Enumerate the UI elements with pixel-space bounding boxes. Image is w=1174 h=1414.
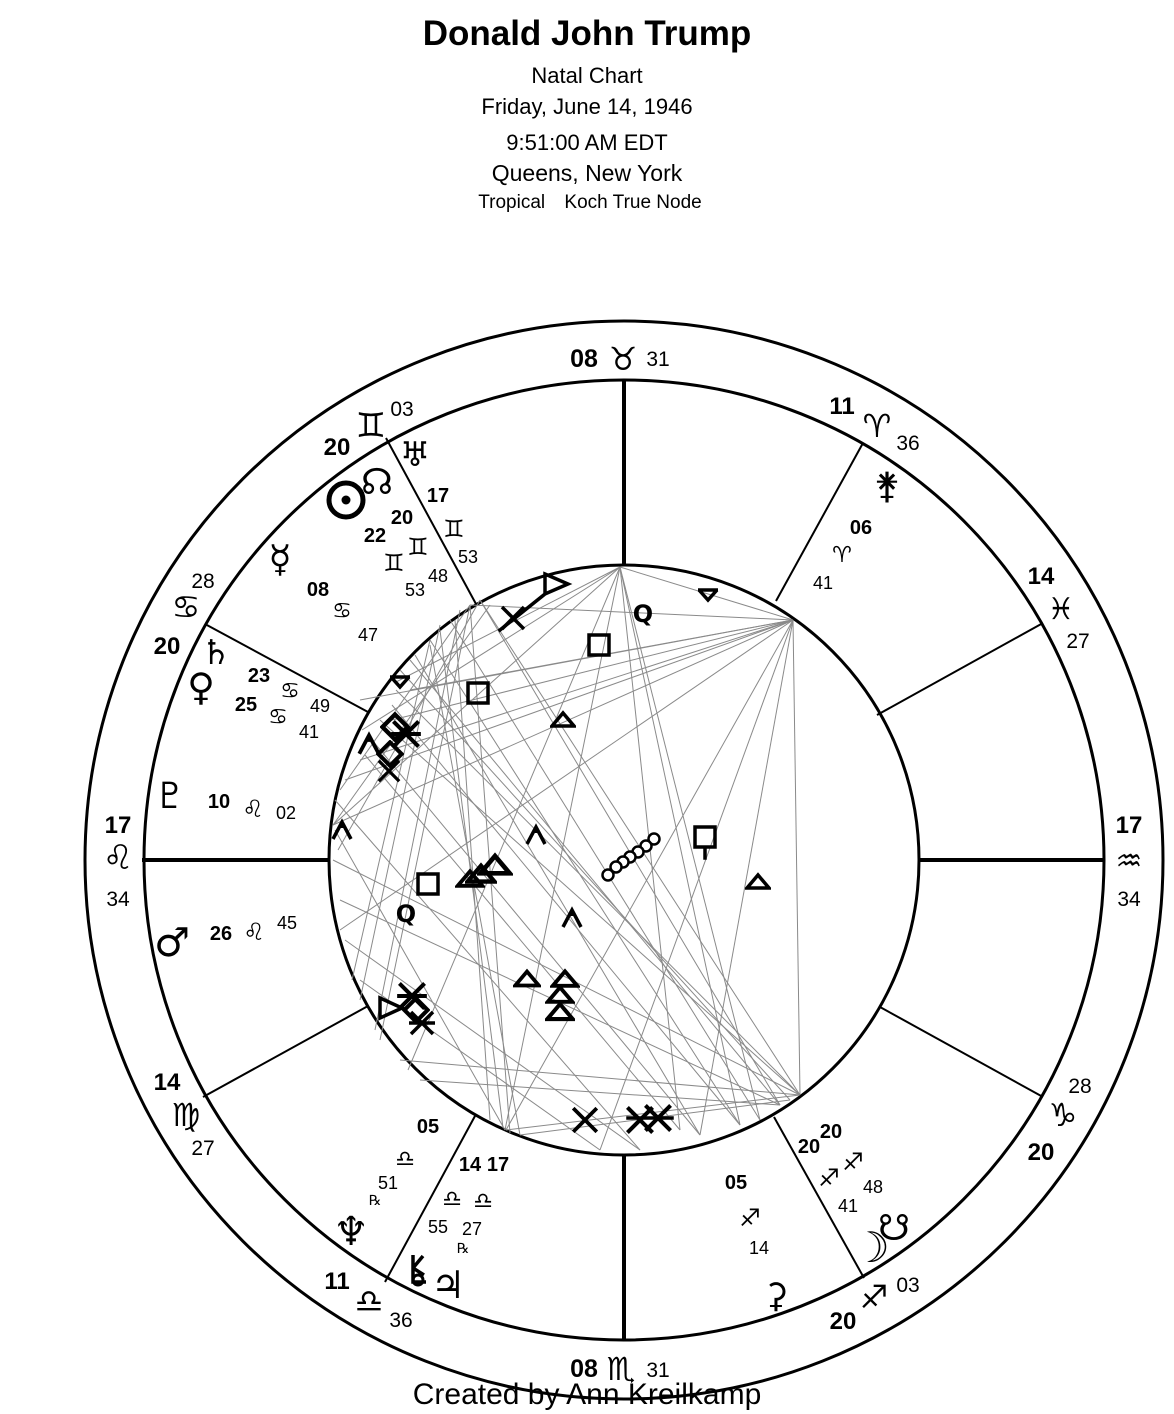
cancer-icon: ♋ <box>280 679 300 704</box>
chiron-icon-ring <box>413 1275 423 1285</box>
planet-neptune <box>333 1116 439 1255</box>
planet-degree: 05 <box>416 1116 440 1138</box>
moon-icon: ☽ <box>852 1223 890 1272</box>
planet-degree: 20 <box>390 507 414 529</box>
leo-icon: ♌ <box>242 795 264 823</box>
planet-degree: 23 <box>247 665 271 687</box>
trine-glyph <box>548 987 572 1001</box>
cusp-degree: 17 <box>1115 812 1143 839</box>
sagittarius-icon: ♐ <box>739 1204 761 1232</box>
trine-glyph <box>747 875 769 888</box>
venus-icon: ♀ <box>187 665 215 709</box>
gemini-icon: ♊ <box>355 406 387 446</box>
jupiter-icon: ♃ <box>430 1263 466 1307</box>
trine-glyph <box>515 972 539 986</box>
cusp-label-5 <box>830 1274 920 1335</box>
planet-degree: 17 <box>426 485 450 507</box>
south-node-icon: ☋ <box>878 1208 910 1249</box>
cusp-minute: 36 <box>896 432 920 455</box>
cusp-degree: 11 <box>324 1268 350 1295</box>
aries-icon: ♈ <box>832 543 852 568</box>
cusp-degree: 11 <box>829 393 855 420</box>
gemini-icon: ♊ <box>383 549 405 577</box>
cusp-minute: 27 <box>191 1137 215 1160</box>
cusp-degree: 08 <box>570 1355 598 1383</box>
cusp-minute: 28 <box>191 570 215 593</box>
cusp-label-mc <box>570 340 670 378</box>
planet-degree: 08 <box>306 579 330 601</box>
aspect-lines <box>333 567 800 1150</box>
cusp-label-asc <box>103 812 133 911</box>
planet-minute: 45 <box>276 913 298 933</box>
planet-minute: 41 <box>837 1196 859 1216</box>
chart-title: Donald John Trump <box>422 14 752 53</box>
libra-icon: ♎ <box>473 1189 493 1214</box>
cusp-label-2 <box>154 1069 215 1160</box>
planet-minute: 48 <box>427 566 449 586</box>
cusp-line <box>880 1007 1043 1097</box>
cusp-minute: 03 <box>390 398 414 421</box>
birth-place: Queens, New York <box>491 160 683 186</box>
gemini-icon: ♊ <box>407 533 429 561</box>
planet-minute: 49 <box>309 696 331 716</box>
planet-minute: 48 <box>862 1177 884 1197</box>
cusp-degree: 20 <box>323 434 351 461</box>
planet-minute: 41 <box>298 722 320 742</box>
planet-degree: 05 <box>724 1172 748 1194</box>
planet-degree: 20 <box>797 1136 821 1158</box>
planet-degree: 06 <box>849 517 873 539</box>
planet-mars <box>154 913 297 966</box>
planet-minute: 53 <box>457 547 479 567</box>
sagittarius-icon: ♐ <box>842 1148 864 1176</box>
virgo-icon: ♍ <box>171 1096 201 1134</box>
planet-degree: 10 <box>207 791 231 813</box>
cusp-minute: 27 <box>1066 630 1090 653</box>
planet-degree: 22 <box>363 525 387 547</box>
cusp-label-8 <box>1028 563 1090 653</box>
north-node-icon: ☊ <box>361 462 393 503</box>
cusp-minute: 31 <box>646 348 670 371</box>
uranus-icon: ♅ <box>399 435 431 475</box>
retrograde-marker: ℞ <box>456 1240 470 1256</box>
planet-ceres <box>725 1172 789 1316</box>
cusp-degree: 14 <box>153 1069 181 1096</box>
capricorn-icon: ♑ <box>1048 1096 1078 1134</box>
planet-pluto <box>154 776 296 823</box>
semi-sextile-glyph <box>390 677 410 687</box>
libra-icon: ♎ <box>395 1147 415 1172</box>
planet-minute: 27 <box>461 1219 483 1239</box>
cusp-label-3 <box>324 1268 412 1332</box>
birth-time: 9:51:00 AM EDT <box>506 130 668 155</box>
cusp-minute: 34 <box>106 888 130 911</box>
cusp-degree: 20 <box>829 1308 857 1335</box>
planet-minute: 02 <box>275 803 297 823</box>
aries-icon: ♈ <box>862 407 892 445</box>
mars-icon: ♂ <box>154 920 190 966</box>
semi-sextile-glyph <box>698 590 718 600</box>
cusp-degree: 14 <box>1027 563 1055 590</box>
planet-degree: 14 <box>458 1154 482 1176</box>
aquarius-icon: ♒ <box>1115 844 1143 879</box>
taurus-icon: ♉ <box>608 340 638 378</box>
sagittarius-icon: ♐ <box>818 1164 840 1192</box>
sun-icon-dot <box>342 496 351 505</box>
planet-degree: 17 <box>486 1154 510 1176</box>
quintile-glyph: Q <box>632 600 654 628</box>
planet-juno <box>813 466 900 593</box>
mercury-icon: ☿ <box>268 537 292 581</box>
chart-type: Natal Chart <box>531 63 643 88</box>
cancer-icon: ♋ <box>268 705 288 730</box>
planet-degree: 26 <box>209 923 233 945</box>
zodiac-type: Tropical <box>478 192 546 213</box>
trine-glyph <box>552 713 574 726</box>
retrograde-marker: ℞ <box>368 1192 382 1208</box>
ceres-icon: ⚳ <box>763 1276 789 1316</box>
cusp-minute: 31 <box>646 1359 670 1382</box>
credit-footer: Created by Ann Kreilkamp <box>412 1378 762 1411</box>
juno-icon: ⚵ <box>873 466 901 507</box>
quincunx-glyph <box>527 827 545 844</box>
gemini-icon: ♊ <box>443 515 465 543</box>
sesquiquadrate-glyph <box>380 998 402 1018</box>
square-glyph <box>418 874 438 894</box>
cusp-minute: 36 <box>389 1309 413 1332</box>
pluto-icon: ♇ <box>153 776 187 817</box>
neptune-icon: ♆ <box>333 1209 369 1255</box>
quincunx-glyph <box>359 735 379 753</box>
square-glyph <box>695 827 715 847</box>
cusp-minute: 03 <box>896 1274 920 1297</box>
quincunx-glyph <box>333 822 351 839</box>
cusp-line <box>877 623 1043 715</box>
birth-date: Friday, June 14, 1946 <box>481 94 693 119</box>
sagittarius-icon: ♐ <box>859 1278 889 1316</box>
cusp-degree: 20 <box>1027 1139 1055 1166</box>
planet-mercury <box>268 537 378 645</box>
cusp-degree: 17 <box>104 812 132 839</box>
cancer-icon: ♋ <box>332 599 352 624</box>
planet-degree: 25 <box>234 694 258 716</box>
cusp-minute: 34 <box>1117 888 1141 911</box>
quintile-glyph: Q <box>395 900 417 928</box>
cusp-label-dsc <box>1116 812 1143 911</box>
cusp-degree: 08 <box>570 345 598 373</box>
planet-saturn <box>201 633 330 716</box>
planet-minute: 47 <box>357 625 379 645</box>
planet-minute: 53 <box>404 580 426 600</box>
libra-icon: ♎ <box>354 1282 384 1320</box>
house-system: Koch True Node <box>564 192 702 213</box>
scorpio-icon: ♏ <box>606 1350 636 1388</box>
cusp-line <box>203 1006 368 1097</box>
pisces-icon: ♓ <box>1047 592 1075 627</box>
cusp-degree: 20 <box>153 633 181 660</box>
planet-minute: 41 <box>812 573 834 593</box>
leo-icon: ♌ <box>243 918 265 946</box>
planet-minute: 14 <box>748 1238 770 1258</box>
libra-icon: ♎ <box>442 1187 462 1212</box>
cusp-label-6 <box>1028 1075 1092 1166</box>
planet-minute: 51 <box>377 1173 399 1193</box>
leo-icon: ♌ <box>102 838 134 878</box>
cancer-icon: ♋ <box>171 588 201 626</box>
trine-glyph <box>553 971 577 985</box>
saturn-icon: ♄ <box>200 633 232 673</box>
planet-degree: 20 <box>819 1121 843 1143</box>
cusp-minute: 28 <box>1068 1075 1092 1098</box>
planet-minute: 55 <box>427 1217 449 1237</box>
